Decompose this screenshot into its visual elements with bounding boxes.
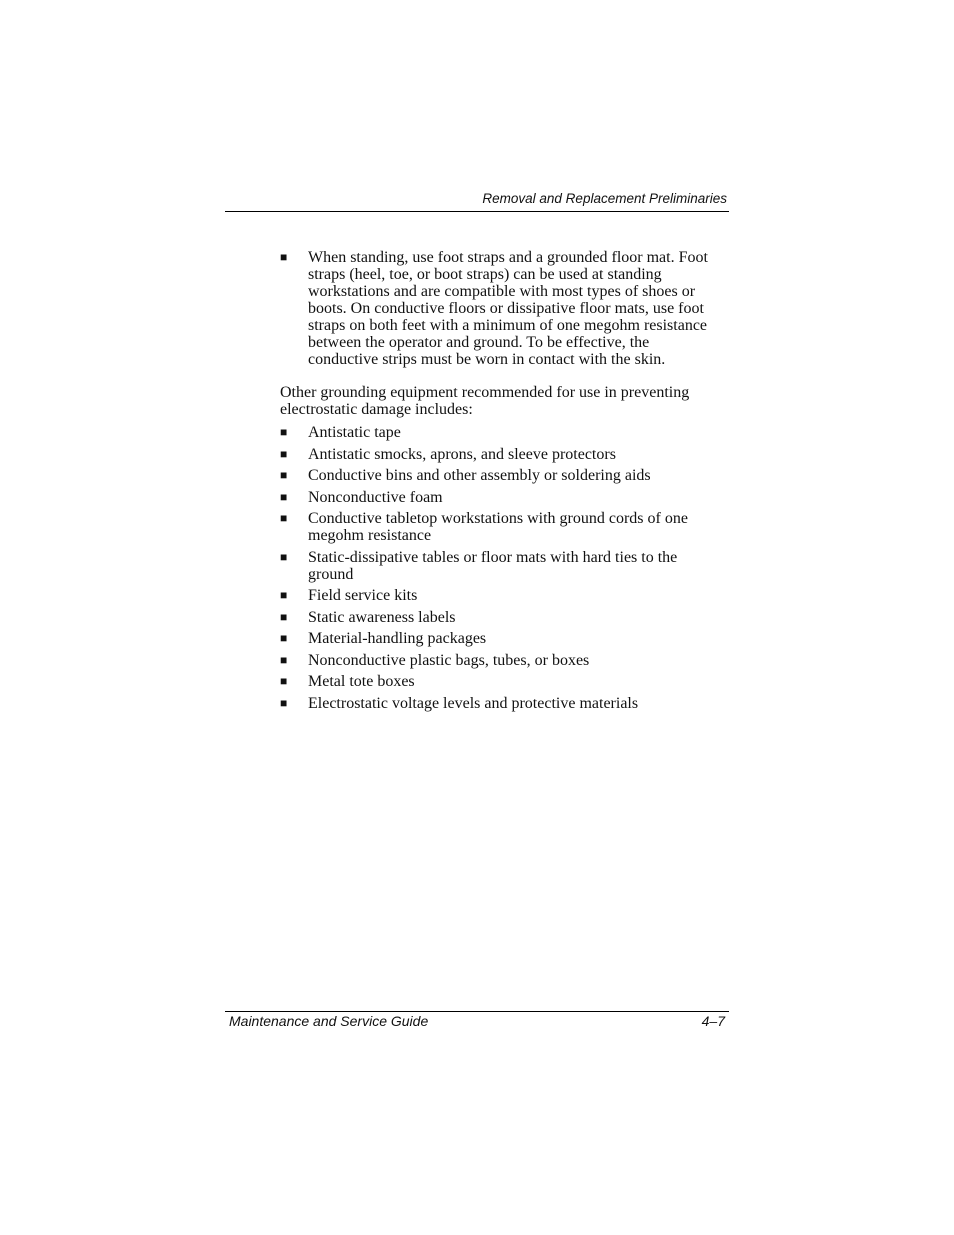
footer-page-number: 4–7: [701, 1013, 725, 1029]
list-item-text: Nonconductive plastic bags, tubes, or boxes: [308, 651, 590, 669]
list-item-text: Metal tote boxes: [308, 673, 415, 690]
square-bullet-icon: [280, 695, 308, 712]
bullet-text: When standing, use foot straps and a grounded floor mat. Foot straps (heel, toe, or boot straps) can be used at standing workstations and are compatible with most types of shoes or boots. On conductive floors or dissipative floor mats, use foot straps on both feet with a minimum of one megohm resistance between the operator and ground. To be effective, the conductive strips must be worn in contact with the skin.: [308, 249, 708, 368]
list-item-text: Conductive tabletop workstations with ground cords of one megohm resistance: [308, 510, 688, 544]
list-item-text: Static-dissipative tables or floor mats with hard ties to the ground: [308, 548, 678, 583]
page-content: [280, 249, 730, 716]
header-rule: [225, 211, 729, 212]
square-bullet-icon: [280, 549, 308, 566]
intro-paragraph: Other grounding equipment recommended for use in preventing electrostatic damage includes:: [280, 384, 690, 418]
list-item: [280, 652, 690, 669]
page-footer: [225, 1013, 729, 1029]
square-bullet-icon: [280, 652, 308, 669]
list-item-text: Antistatic smocks, aprons, and sleeve protectors: [308, 445, 616, 463]
square-bullet-icon: [280, 424, 308, 441]
square-bullet-icon: [280, 467, 308, 484]
list-item: [280, 630, 690, 647]
square-bullet-icon: [280, 446, 308, 463]
equipment-list: [280, 424, 730, 712]
list-item-text: Electrostatic voltage levels and protective materials: [308, 694, 639, 712]
list-item: [280, 467, 690, 484]
footer-guide-title: Maintenance and Service Guide: [229, 1013, 429, 1029]
running-header: Removal and Replacement Preliminaries: [482, 191, 727, 206]
square-bullet-icon: [280, 249, 308, 266]
list-item: [280, 673, 690, 690]
list-item: [280, 695, 690, 712]
square-bullet-icon: [280, 673, 308, 690]
square-bullet-icon: [280, 609, 308, 626]
square-bullet-icon: [280, 510, 308, 527]
bullet-foot-straps: [280, 249, 720, 368]
list-item-text: Nonconductive foam: [308, 488, 443, 506]
square-bullet-icon: [280, 489, 308, 506]
square-bullet-icon: [280, 630, 308, 647]
list-item-text: Field service kits: [308, 587, 418, 604]
list-item: [280, 609, 690, 626]
list-item-text: Conductive bins and other assembly or soldering aids: [308, 467, 651, 484]
list-item-text: Antistatic tape: [308, 424, 401, 441]
list-item: [280, 446, 690, 463]
list-item-text: Static awareness labels: [308, 608, 456, 626]
footer-rule: [225, 1011, 729, 1012]
square-bullet-icon: [280, 587, 308, 604]
list-item: [280, 549, 690, 583]
list-item: [280, 510, 690, 544]
list-item-text: Material-handling packages: [308, 630, 487, 647]
list-item: [280, 489, 690, 506]
list-item: [280, 424, 690, 441]
list-item: [280, 587, 690, 604]
